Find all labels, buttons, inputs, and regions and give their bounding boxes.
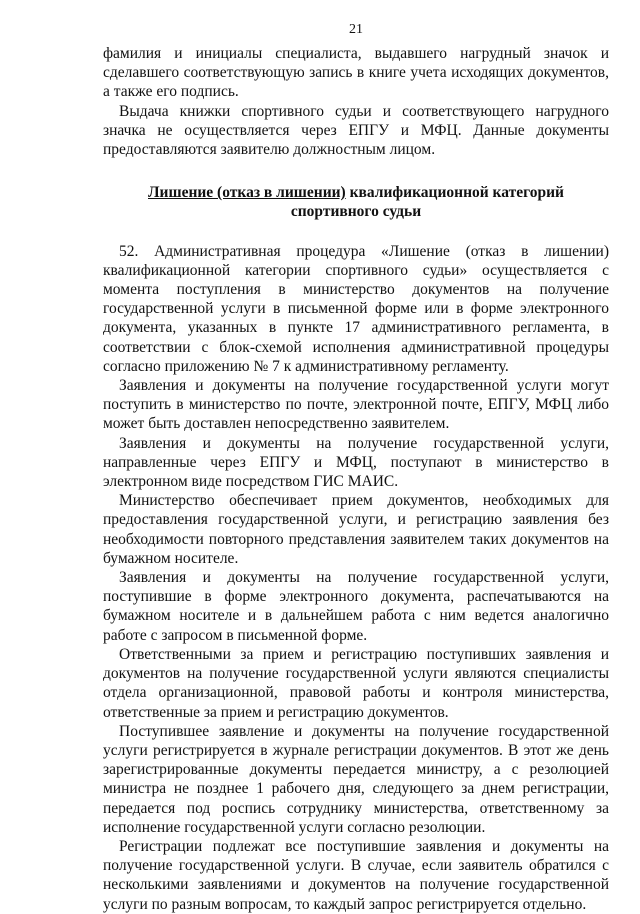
section-heading-underlined: Лишение (отказ в лишении) <box>148 184 346 202</box>
paragraph-main-8: Регистрации подлежат все поступившие заявления и документы на получение государственной услуги. В случае, если заявитель обратился с несколькими заявлениями и документов на получение государственной услуги по разным вопросам, то каждый запрос регистрируется отдельно. <box>103 837 609 913</box>
section-heading-rest: квалификационной категорий спортивного судьи <box>290 184 564 221</box>
paragraph-main-6: Ответственными за прием и регистрацию поступивших заявления и документов на получение государственной услуги являются специалисты отдела организационной, правовой работы и контроля министерства, ответственные за прием и регистрацию документов. <box>103 645 609 721</box>
paragraph-main-1: 52. Административная процедура «Лишение (отказ в лишении) квалификационной категории спортивного судьи» осуществляется с момента поступления в министерство документов на получение государственной услуги в письменной форме или в форме электронного документа, указанных в пункте 17 административного регламента, в соответствии с блок-схемой исполнения административной процедуры согласно приложению № 7 к административному регламенту. <box>103 242 609 375</box>
paragraph-main-4: Министерство обеспечивает прием документов, необходимых для предоставления государственной услуги, и регистрацию заявления без необходимости повторного представления заявителем таких документов на бумажном носителе. <box>103 492 609 567</box>
paragraph-top-1: фамилия и инициалы специалиста, выдавшего нагрудный значок и сделавшего соответствующую запись в книге учета исходящих документов, а также его подпись. <box>103 45 609 101</box>
paragraph-main-7: Поступившее заявление и документы на получение государственной услуги регистрируется в журнале регистрации документов. В этот же день зарегистрированные документы передается министру, а с резолюцией министра не позднее 1 рабочего дня, следующего за днем регистрации, передается под роспись сотруднику министерства, ответственному за исполнение государственной услуги согласно резолюции. <box>103 722 609 836</box>
paragraph-main-2: Заявления и документы на получение государственной услуги могут поступить в министерство по почте, электронной почте, ЕПГУ, МФЦ либо может быть доставлен непосредственно заявителем. <box>103 377 609 433</box>
paragraph-main-5: Заявления и документы на получение государственной услуги, поступившие в форме электронного документа, распечатываются на бумажном носителе и в дальнейшем работа с ним ведется аналогично работе с запросом в письменной форме. <box>103 569 609 644</box>
paragraph-top-2: Выдача книжки спортивного судьи и соответствующего нагрудного значка не осуществляется через ЕПГУ и МФЦ. Данные документы предоставляются заявителю должностным лицом. <box>103 102 609 159</box>
document-page <box>103 22 609 914</box>
section-heading <box>103 183 609 221</box>
page-number: 21 <box>349 22 363 37</box>
paragraph-main-3: Заявления и документы на получение государственной услуги, направленные через ЕПГУ и МФЦ, поступают в министерство в электронном виде посредством ГИС МАИС. <box>103 434 609 491</box>
